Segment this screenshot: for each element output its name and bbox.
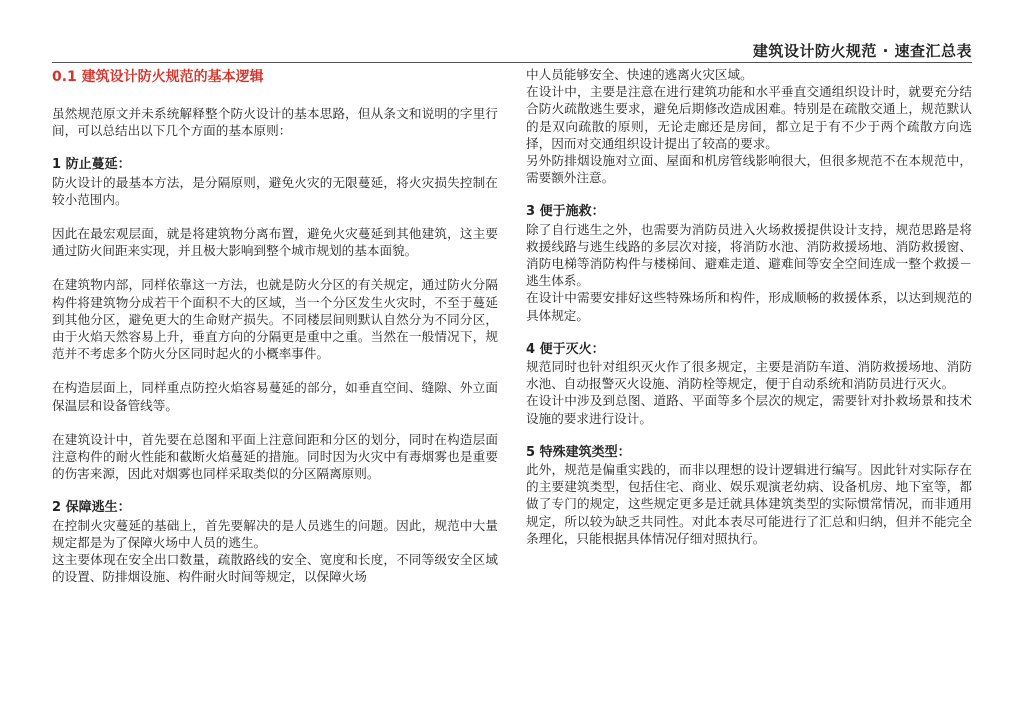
paragraph: 中人员能够安全、快速的逃离火灾区域。 <box>526 67 753 82</box>
right-column <box>526 66 972 547</box>
subsection-title-5: 5 特殊建筑类型： <box>526 444 631 460</box>
section-title: 0.1 建筑设计防火规范的基本逻辑 <box>52 69 264 85</box>
subsection-title-3: 3 便于施救： <box>526 204 605 220</box>
paragraph: 在控制火灾蔓延的基础上，首先要解决的是人员逃生的问题。因此，规范中大量规定都是为了保障火场中人员的逃生。 <box>52 517 498 550</box>
paragraph: 防火设计的最基本方法，是分隔原则，避免火灾的无限蔓延，将火灾损失控制在较小范围内。 <box>52 174 498 207</box>
paragraph: 在设计中，主要是注意在进行建筑功能和水平垂直交通组织设计时，就要充分结合防火疏散逃生要求，避免后期修改造成困难。特别是在疏散交通上，规范默认的是双向疏散的原则，无论走廊还是房间，都立足于有不少于两个疏散方向选择，因而对交通组织设计提出了较高的要求。 <box>526 84 972 151</box>
subsection-title-4: 4 便于灭火： <box>526 341 605 357</box>
left-column <box>52 66 498 585</box>
paragraph: 因此在最宏观层面，就是将建筑物分离布置，避免火灾蔓延到其他建筑，这主要通过防火间距来实现，并且极大影响到整个城市规划的基本面貌。 <box>52 226 498 259</box>
paragraph: 除了自行逃生之外，也需要为消防员进入火场救援提供设计支持，规范思路是将救援线路与逃生线路的多层次对接，将消防水池、消防救援场地、消防救援窗、消防电梯等消防构件与楼梯间、避难走道、避难间等安全空间连成一整个救援－逃生体系。 <box>526 221 972 289</box>
paragraph: 此外，规范是偏重实践的，而非以理想的设计逻辑进行编写。因此针对实际存在的主要建筑类型，包括住宅、商业、娱乐观演老幼病、设备机房、地下室等，都做了专门的规定，这些规定更多是迁就具体建筑类型的实际惯常情况，而非通用规定，所以较为缺乏共同性。对此本表尽可能进行了汇总和归纳，但并不能完全条理化，只能根据具体情况仔细对照执行。 <box>526 462 972 546</box>
paragraph: 在设计中涉及到总图、道路、平面等多个层次的规定，需要针对扑救场景和技术设施的要求进行设计。 <box>526 393 972 426</box>
paragraph: 这主要体现在安全出口数量，疏散路线的安全、宽度和长度，不同等级安全区域的设置、防排烟设施、构件耐火时间等规定，以保障火场 <box>52 552 498 585</box>
intro-paragraph: 虽然规范原文并未系统解释整个防火设计的基本思路，但从条文和说明的字里行间，可以总结出以下几个方面的基本原则： <box>52 106 498 139</box>
header-divider <box>52 62 972 63</box>
subsection-title-2: 2 保障逃生： <box>52 500 131 516</box>
subsection-title-1: 1 防止蔓延： <box>52 157 131 173</box>
page-header-title: 建筑设计防火规范 · 速查汇总表 <box>752 42 972 60</box>
paragraph: 在建筑设计中，首先要在总图和平面上注意间距和分区的划分，同时在构造层面注意构件的耐火性能和截断火焰蔓延的措施。同时因为火灾中有毒烟雾也是重要的伤害来源，因此对烟雾也同样采取类似的分区隔离原则。 <box>52 431 498 482</box>
paragraph: 另外防排烟设施对立面、屋面和机房管线影响很大，但很多规范不在本规范中，需要额外注意。 <box>526 153 972 186</box>
paragraph: 规范同时也针对组织灭火作了很多规定，主要是消防车道、消防救援场地、消防水池、自动报警灭火设施、消防栓等规定，便于自动系统和消防员进行灭火。 <box>526 359 972 392</box>
paragraph: 在设计中需要安排好这些特殊场所和构件，形成顺畅的救援体系，以达到规范的具体规定。 <box>526 290 972 323</box>
paragraph: 在建筑物内部，同样依靠这一方法，也就是防火分区的有关规定，通过防火分隔构件将建筑物分成若干个面积不大的区域，当一个分区发生火灾时，不至于蔓延到其他分区，避免更大的生命财产损失。不同楼层间则默认自然分为不同分区，由于火焰天然容易上升，垂直方向的分隔更是重中之重。当然在一般情况下，规范并不考虑多个防火分区同时起火的小概率事件。 <box>52 277 498 362</box>
paragraph: 在构造层面上，同样重点防控火焰容易蔓延的部分，如垂直空间、缝隙、外立面保温层和设备管线等。 <box>52 380 498 413</box>
